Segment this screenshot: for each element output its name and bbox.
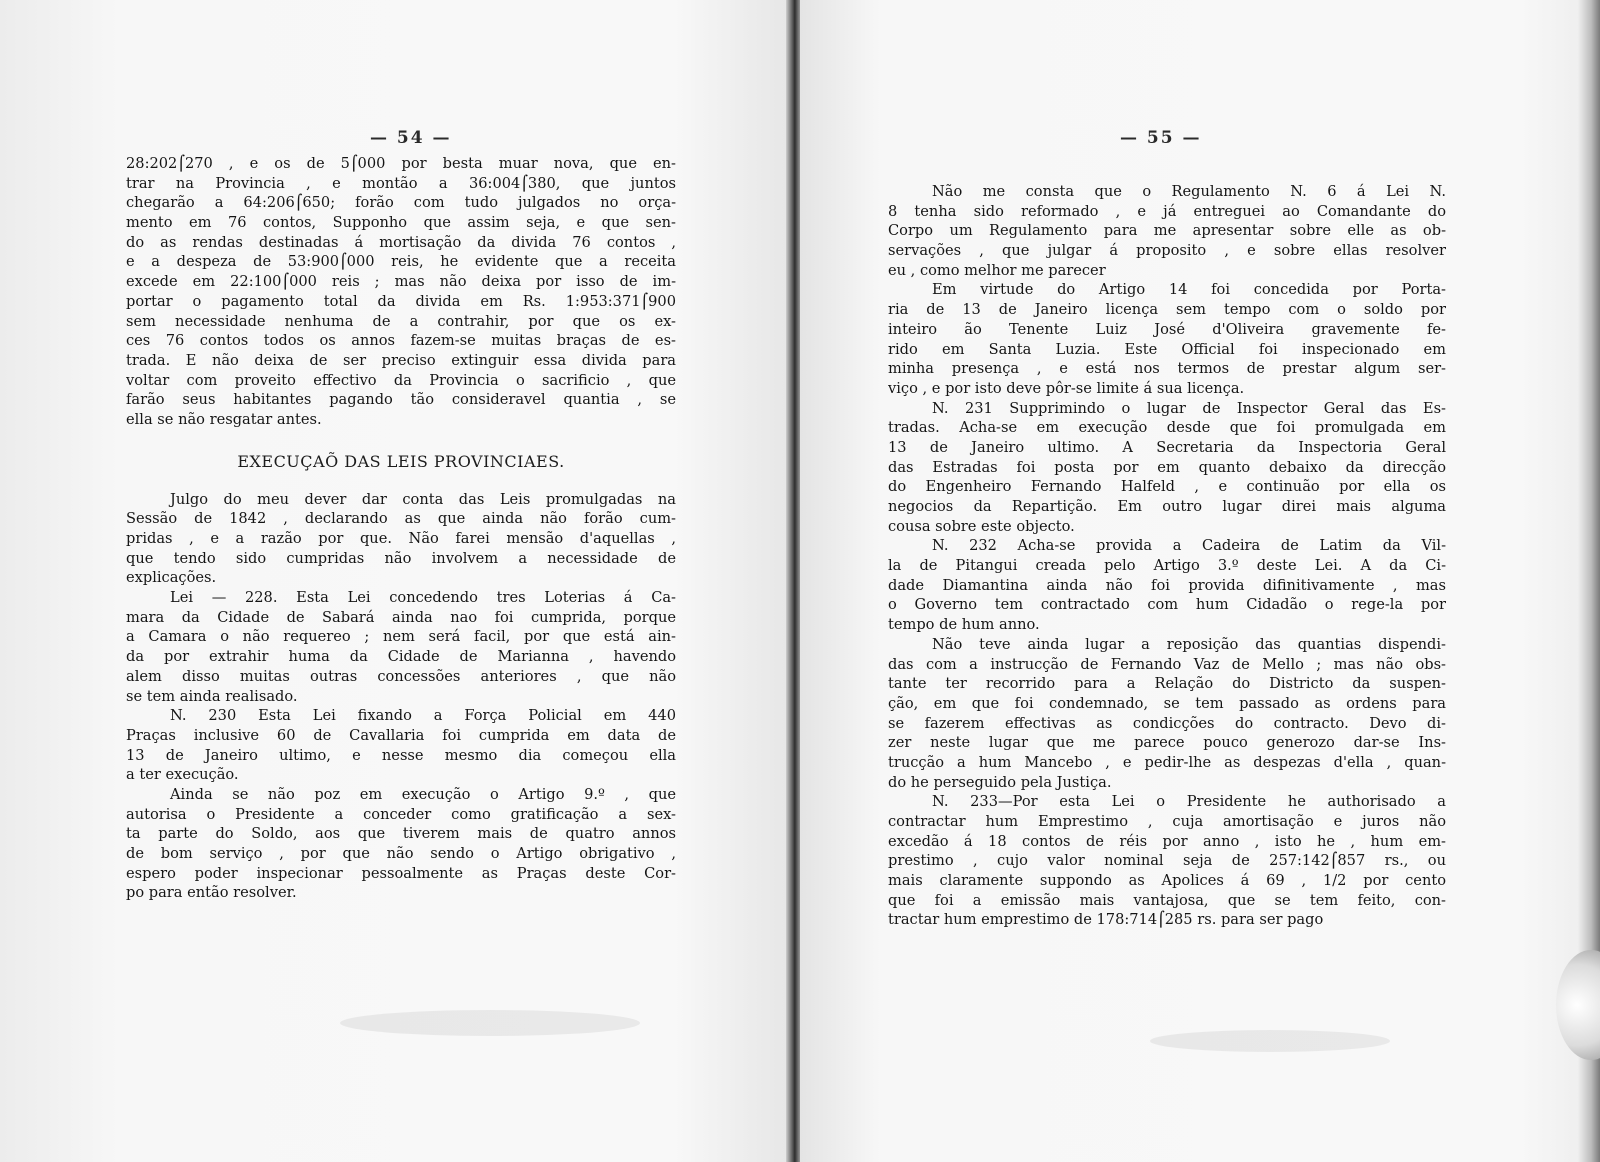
text-line: viço , e por isto deve pôr-se limite á sua licença.	[888, 379, 1245, 397]
text-line: a Camara o não requereo ; nem será facil, por que está ain-	[126, 628, 676, 646]
text-line: o Governo tem contractado com hum Cidadão o rege-la por	[888, 596, 1446, 614]
left-paragraph-1	[126, 154, 676, 430]
right-page-number: — 55 —	[1120, 128, 1202, 148]
text-line: 8 tenha sido reformado , e já entreguei ao Comandante do	[888, 202, 1446, 220]
text-line: tractar hum emprestimo de 178:714⌠285 rs. para ser pago	[888, 911, 1324, 929]
left-paragraph-5	[126, 785, 676, 903]
text-line: farão seus habitantes pagando tão consideravel quantia , se	[126, 391, 676, 409]
text-line: tempo de hum anno.	[888, 616, 1040, 634]
text-line: dade Diamantina ainda não foi provida difinitivamente , mas	[888, 576, 1446, 594]
text-line: de bom serviço , por que não sendo o Artigo obrigativo ,	[126, 845, 676, 862]
text-line: Não me consta que o Regulamento N. 6 á Lei N.	[932, 183, 1446, 200]
text-line: minha presença , e está nos termos de prestar algum ser-	[888, 360, 1446, 378]
text-line: rido em Santa Luzia. Este Official foi inspecionado em	[888, 340, 1446, 358]
text-line: Praças inclusive 60 de Cavallaria foi cumprida em data de	[126, 726, 676, 744]
text-line: tradas. Acha-se em execução desde que foi promulgada em	[888, 419, 1446, 437]
text-line: cousa sobre este objecto.	[888, 517, 1075, 535]
text-line: ção, em que foi condemnado, se tem passado as ordens para	[888, 694, 1446, 712]
right-paragraph-1	[888, 182, 1446, 280]
text-line: N. 232 Acha-se provida a Cadeira de Latim da Vil-	[932, 537, 1446, 555]
text-line: se tem ainda realisado.	[126, 687, 298, 705]
text-line: pridas , e a razão por que. Não farei mensão d'aquellas ,	[126, 530, 676, 547]
text-line: das Estradas foi posta por em quanto debaixo da direcção	[888, 458, 1446, 476]
left-text-block	[126, 154, 676, 903]
text-line: 28:202⌠270 , e os de 5⌠000 por besta muar nova, que en-	[126, 155, 676, 172]
text-line: explicações.	[126, 569, 217, 587]
text-line: do he perseguido pela Justiça.	[888, 773, 1112, 791]
text-line: da por extrahir huma da Cidade de Marianna , havendo	[126, 648, 676, 666]
text-line: se fazerem effectivas as condicções do contracto. Devo di-	[888, 714, 1446, 732]
text-line: que tendo sido cumpridas não involvem a necessidade de	[126, 549, 676, 567]
text-line: po para então resolver.	[126, 884, 297, 902]
text-line: Corpo um Regulamento para me apresentar sobre elle as ob-	[888, 222, 1446, 240]
right-paragraph-5	[888, 635, 1446, 793]
binding-hole	[1556, 950, 1600, 1060]
text-line: Não teve ainda lugar a reposição das quantias dispendi-	[932, 635, 1446, 653]
left-paragraph-4	[126, 706, 676, 785]
right-paragraph-6	[888, 792, 1446, 930]
text-line: portar o pagamento total da divida em Rs. 1:953:371⌠900	[126, 292, 676, 310]
text-line: trada. E não deixa de ser preciso extinguir essa divida para	[126, 351, 676, 369]
text-line: 13 de Janeiro ultimo. A Secretaria da Inspectoria Geral	[888, 438, 1446, 456]
text-line: Em virtude do Artigo 14 foi concedida por Porta-	[932, 281, 1446, 299]
text-line: mais claramente suppondo as Apolices á 69 , 1/2 por cento	[888, 872, 1446, 890]
text-line: servações , que julgar á proposito , e sobre ellas resolver	[888, 242, 1446, 260]
text-line: zer neste lugar que me parece pouco generozo dar-se Ins-	[888, 734, 1446, 752]
text-line: autorisa o Presidente a conceder como gratificação a sex-	[126, 805, 676, 823]
text-line: e a despeza de 53:900⌠000 reis, he evidente que a receita	[126, 253, 676, 271]
text-line: N. 230 Esta Lei fixando a Força Policial em 440	[170, 707, 676, 725]
text-line: ria de 13 de Janeiro licença sem tempo com o soldo por	[888, 301, 1446, 319]
right-page	[800, 0, 1600, 1162]
text-line: inteiro ão Tenente Luiz José d'Oliveira gravemente fe-	[888, 320, 1446, 338]
right-paragraph-2	[888, 280, 1446, 398]
text-line: negocios da Repartição. Em outro lugar direi mais alguma	[888, 498, 1446, 515]
section-heading: EXECUÇAÕ DAS LEIS PROVINCIAES.	[237, 451, 565, 471]
text-line: ces 76 contos todos os annos fazem-se muitas braças de es-	[126, 332, 676, 350]
text-line: ta parte do Soldo, aos que tiverem mais de quatro annos	[126, 825, 676, 843]
text-line: excede em 22:100⌠000 reis ; mas não deixa por isso de im-	[126, 273, 676, 291]
text-line: eu , como melhor me parecer	[888, 261, 1106, 279]
left-page	[0, 0, 792, 1162]
right-paragraph-4	[888, 536, 1446, 634]
text-line: das com a instrucção de Fernando Vaz de Mello ; mas não obs-	[888, 655, 1446, 673]
text-line: tante ter recorrido para a Relação do Districto da suspen-	[888, 675, 1446, 693]
text-line: Sessão de 1842 , declarando as que ainda não forão cum-	[126, 510, 676, 528]
left-paragraph-2	[126, 490, 676, 588]
text-line: do as rendas destinadas á mortisação da divida 76 contos ,	[126, 233, 676, 251]
text-line: trar na Provincia , e montão a 36:004⌠380, que juntos	[126, 174, 676, 192]
text-line: prestimo , cujo valor nominal seja de 257:142⌠857 rs., ou	[888, 852, 1446, 870]
text-line: 13 de Janeiro ultimo, e nesse mesmo dia começou ella	[126, 746, 676, 764]
text-line: chegarão a 64:206⌠650; forão com tudo julgados no orça-	[126, 194, 676, 212]
text-line: sem necessidade nenhuma de a contrahir, por que os ex-	[126, 312, 676, 330]
text-line: alem disso muitas outras concessões anteriores , que não	[126, 667, 676, 685]
text-line: voltar com proveito effectivo da Provincia o sacrificio , que	[126, 371, 676, 389]
text-line: Lei — 228. Esta Lei concedendo tres Loterias á Ca-	[170, 589, 676, 607]
right-paragraph-3	[888, 399, 1446, 537]
text-line: espero poder inspecionar pessoalmente as Praças deste Cor-	[126, 864, 676, 882]
text-line: trucção a hum Mancebo , e pedir-lhe as despezas d'ella , quan-	[888, 753, 1446, 771]
left-page-number: — 54 —	[370, 128, 452, 148]
text-line: do Engenheiro Fernando Halfeld , e continuão por ella os	[888, 478, 1446, 496]
left-paragraph-3	[126, 588, 676, 706]
page-smudge	[1150, 1030, 1390, 1052]
text-line: excedão á 18 contos de réis por anno , isto he , hum em-	[888, 832, 1446, 850]
right-text-block	[888, 182, 1446, 930]
text-line: la de Pitangui creada pelo Artigo 3.º deste Lei. A da Ci-	[888, 557, 1446, 575]
text-line: a ter execução.	[126, 766, 239, 784]
text-line: Ainda se não poz em execução o Artigo 9.º , que	[170, 785, 676, 803]
text-line: mara da Cidade de Sabará ainda nao foi cumprida, porque	[126, 608, 676, 626]
page-smudge	[340, 1010, 640, 1036]
text-line: N. 233—Por esta Lei o Presidente he authorisado a	[932, 793, 1446, 811]
text-line: que foi a emissão mais vantajosa, que se tem feito, con-	[888, 891, 1446, 909]
text-line: mento em 76 contos, Supponho que assim seja, e que sen-	[126, 214, 676, 232]
text-line: Julgo do meu dever dar conta das Leis promulgadas na	[170, 490, 676, 508]
text-line: N. 231 Supprimindo o lugar de Inspector Geral das Es-	[932, 399, 1446, 417]
text-line: ella se não resgatar antes.	[126, 410, 322, 428]
text-line: contractar hum Emprestimo , cuja amortisação e juros não	[888, 813, 1446, 830]
